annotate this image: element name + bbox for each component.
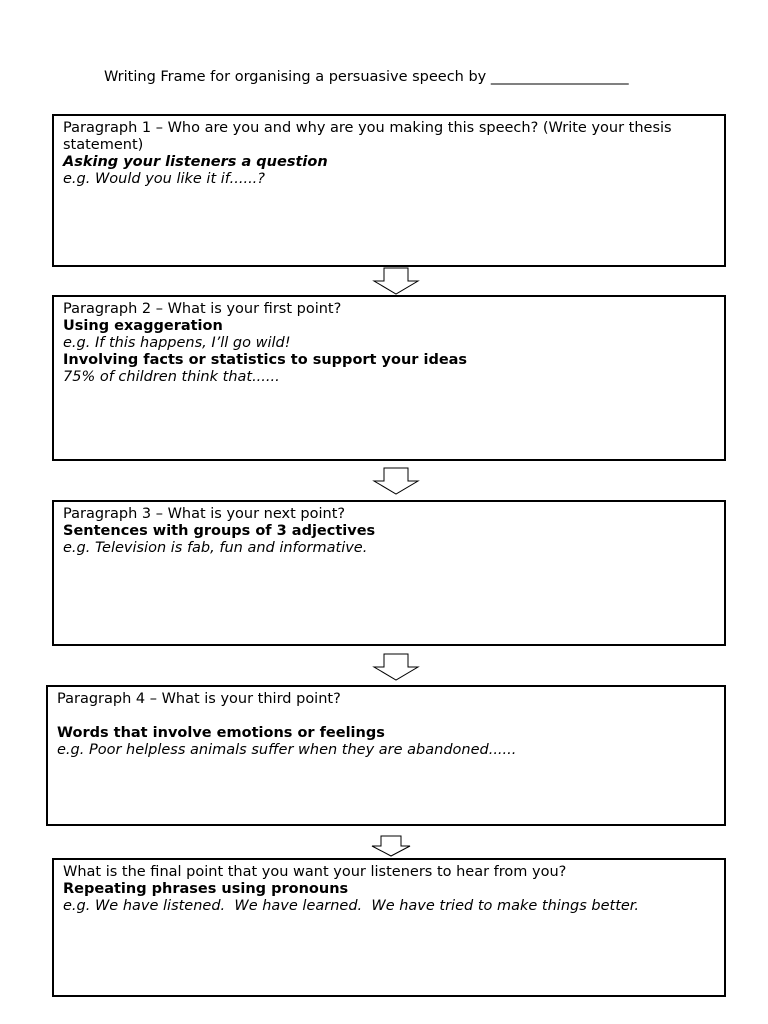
- final-paragraph-example: e.g. We have listened. We have learned. We have tried to make things better.: [63, 898, 640, 914]
- final-paragraph-heading: What is the final point that you want your listeners to hear from you?: [63, 864, 567, 880]
- paragraph-3-heading: Paragraph 3 – What is your next point?: [63, 506, 346, 522]
- paragraph-3-box[interactable]: [52, 500, 726, 646]
- paragraph-1-heading: Paragraph 1 – Who are you and why are you making this speech? (Write your thesis statement): [63, 120, 672, 153]
- final-paragraph-technique: Repeating phrases using pronouns: [63, 881, 349, 897]
- paragraph-4-technique: Words that involve emotions or feelings: [57, 725, 385, 741]
- paragraph-4-heading: Paragraph 4 – What is your third point?: [57, 691, 341, 707]
- paragraph-2-box[interactable]: [52, 295, 726, 461]
- paragraph-1-technique: Asking your listeners a question: [63, 154, 328, 170]
- down-arrow-icon: [371, 653, 421, 681]
- paragraph-2-technique-2: Involving facts or statistics to support your ideas: [63, 352, 468, 368]
- down-arrow-icon: [371, 267, 421, 295]
- paragraph-4-spacer: [57, 708, 715, 725]
- paragraph-4-example: e.g. Poor helpless animals suffer when they are abandoned......: [57, 742, 517, 758]
- paragraph-3-example: e.g. Television is fab, fun and informative.: [63, 540, 368, 556]
- paragraph-1-box[interactable]: [52, 114, 726, 267]
- paragraph-2-example: e.g. If this happens, I’ll go wild!: [63, 335, 291, 351]
- final-paragraph-box[interactable]: [52, 858, 726, 997]
- paragraph-2-example-2: 75% of children think that......: [63, 369, 280, 385]
- down-arrow-icon: [371, 467, 421, 495]
- page-title: Writing Frame for organising a persuasive speech by ___________________: [104, 69, 629, 85]
- down-arrow-icon: [369, 835, 413, 857]
- paragraph-3-technique: Sentences with groups of 3 adjectives: [63, 523, 376, 539]
- paragraph-1-example: e.g. Would you like it if......?: [63, 171, 265, 187]
- paragraph-2-heading: Paragraph 2 – What is your first point?: [63, 301, 342, 317]
- paragraph-4-box[interactable]: [46, 685, 726, 826]
- paragraph-2-technique: Using exaggeration: [63, 318, 223, 334]
